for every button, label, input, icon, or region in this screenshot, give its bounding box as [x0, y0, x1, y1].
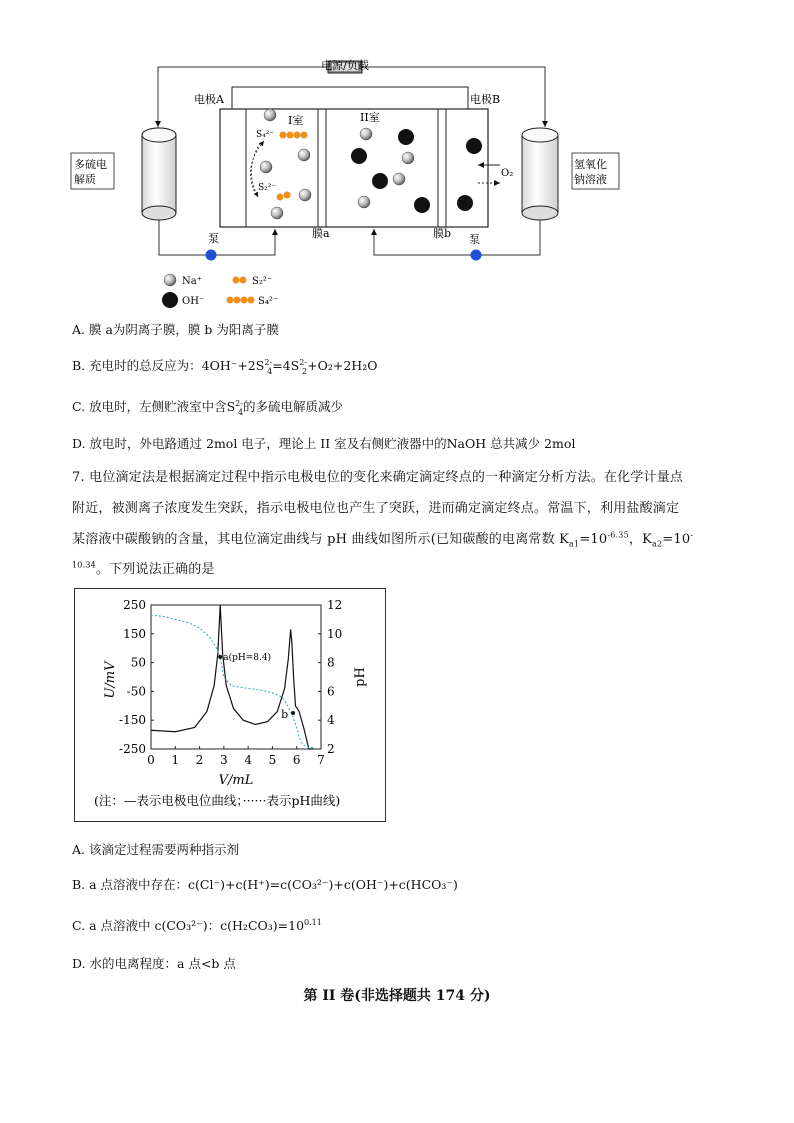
right-pump-label: 泵 [469, 233, 480, 246]
ph-curve [151, 615, 314, 747]
annotation-b: b [281, 708, 289, 721]
q7-line-4 [72, 558, 215, 577]
electrode-bar [232, 87, 468, 109]
x-tick-label: 6 [292, 753, 301, 767]
legend-s2-icon [233, 277, 247, 284]
potential-curve [151, 605, 314, 749]
legend-s4-icon [227, 297, 255, 304]
x-tick-label: 2 [195, 753, 204, 767]
s2-chem: $S^{2-}_2$ [290, 357, 308, 376]
q7-option-c-exp: 0.11 [304, 917, 322, 927]
q7-line4-text: 。下列说法正确的是 [95, 562, 215, 577]
room2-label: II室 [360, 111, 380, 124]
x-tick-label: 0 [147, 753, 155, 767]
y-right-tick-label: 8 [327, 655, 335, 670]
x-tick-label: 5 [268, 753, 277, 767]
titration-chart [74, 588, 386, 822]
y-axis-right-label: pH [353, 667, 368, 687]
room1-label: I室 [288, 114, 304, 127]
x-axis-label: V/mL [218, 773, 254, 788]
q6-option-c [72, 397, 343, 417]
y-left-tick-label: 250 [123, 598, 146, 612]
left-tank-label-1: 多硫电 [74, 158, 107, 171]
x-tick-label: 7 [317, 753, 325, 767]
q6-option-b [72, 356, 377, 376]
right-tank-label-1: 氢氧化 [574, 158, 607, 171]
q7-ka2-prefix: ，K [628, 532, 652, 547]
y-right-tick-label: 6 [327, 684, 335, 699]
y-right-tick-label: 4 [327, 713, 335, 728]
q7-line4-exp: 10.34 [72, 560, 96, 570]
chart-ticks [119, 598, 342, 767]
q7-line-3: 某溶液中碳酸钠的含量，其电位滴定曲线与 pH 曲线如图所示(已知碳酸的电离常数 $K_{a1}=10^{-6.35}$，$K_{a2}=10^-$ [72, 530, 694, 549]
cell-diagram [60, 55, 660, 315]
s4-chem: $S^{2-}_4$ [255, 357, 273, 376]
q6-option-b-mid: =4 [272, 358, 291, 373]
y-right-tick-label: 10 [327, 626, 343, 641]
q7-option-d: D. 水的电离程度：a 点<b 点 [72, 956, 236, 971]
legend-s4: S₄²⁻ [258, 296, 279, 307]
q7-option-b: B. a 点溶液中存在：c(Cl⁻)+c(H⁺)=c(CO₃²⁻)+c(OH⁻)+c(HCO₃⁻) [72, 877, 458, 892]
chart-series [151, 605, 314, 749]
y-left-tick-label: -50 [126, 684, 146, 699]
legend-oh-icon [162, 292, 178, 308]
x-tick-label: 3 [220, 753, 228, 767]
s2-label: S₂²⁻ [258, 183, 277, 193]
y-left-tick-label: 50 [130, 655, 146, 670]
y-axis-left-label: U/mV [103, 661, 118, 699]
point-b [291, 711, 295, 715]
q7-ka1-exp: -6.35 [607, 530, 629, 540]
q6-option-c-prefix: C. 放电时，左侧贮液室中含 [72, 399, 227, 414]
left-pump-label: 泵 [208, 232, 219, 245]
right-pump-icon [471, 250, 482, 261]
electrode-b-label: 电极B [470, 93, 501, 106]
membrane-b-label: 膜b [433, 227, 452, 240]
q7-ka2: =10 [662, 532, 691, 547]
plot-area [151, 605, 321, 749]
q6-option-a: A. 膜 a为阴离子膜，膜 b 为阳离子膜 [72, 322, 279, 337]
power-label: 电源/负载 [321, 59, 369, 72]
y-left-tick-label: -150 [119, 713, 146, 728]
annotation-a: a(pH=8.4) [223, 652, 272, 663]
point-a [218, 655, 222, 659]
y-left-tick-label: -250 [119, 742, 146, 756]
q7-option-c-prefix: C. a 点溶液中 c(CO₃²⁻)：c(H₂CO₃)=10 [72, 918, 305, 933]
left-tank-label-2: 解质 [74, 173, 96, 186]
q7-option-c [72, 916, 322, 934]
q7-line-2: 附近，被测离子浓度发生突跃，指示电极电位也产生了突跃，进而确定滴定终点。常温下，利用盐酸滴定 [72, 501, 680, 516]
q7-ka1: =10 [579, 532, 608, 547]
y-left-tick-label: 150 [123, 626, 146, 641]
legend-s2: S₂²⁻ [252, 276, 273, 287]
o2-label: O₂ [501, 168, 514, 179]
right-tank-icon [522, 128, 558, 142]
chart-note: (注：—表示电极电位曲线；······表示pH曲线) [94, 793, 341, 808]
q7-option-a: A. 该滴定过程需要两种指示剂 [72, 842, 239, 857]
legend-na: Na⁺ [182, 276, 202, 287]
q7-line-1: 7. 电位滴定法是根据滴定过程中指示电极电位的变化来确定滴定终点的一种滴定分析方法。在化学计量点 [72, 470, 684, 485]
q6-option-b-prefix: B. 充电时的总反应为：4OH⁻+2 [72, 358, 256, 373]
left-pump-icon [206, 250, 217, 261]
s4-chem-c: $S^{2-}_4$ [226, 398, 244, 417]
q6-option-b-suffix: +O₂+2H₂O [307, 358, 378, 373]
legend-na-icon [164, 274, 176, 286]
x-tick-label: 1 [171, 753, 180, 767]
q7-ka2-exp: - [690, 530, 694, 540]
electrode-a-label: 电极A [194, 93, 224, 106]
s4-label: S₄²⁻ [256, 130, 275, 140]
section-title: 第 II 卷(非选择题共 174 分) [303, 988, 491, 1004]
x-tick-label: 4 [244, 753, 252, 767]
q6-option-d: D. 放电时，外电路通过 2mol 电子，理论上 II 室及右侧贮液器中的NaOH 总共减少 2mol [72, 436, 576, 451]
legend-oh: OH⁻ [182, 296, 205, 307]
left-tank-icon [142, 128, 176, 142]
membrane-a-label: 膜a [312, 227, 330, 240]
q7-line-3-text: 某溶液中碳酸钠的含量，其电位滴定曲线与 pH 曲线如图所示(已知碳酸的电离常数 K [72, 532, 570, 547]
right-tank-label-2: 钠溶液 [574, 173, 607, 186]
y-right-tick-label: 12 [327, 598, 343, 612]
q6-option-c-suffix: 的多硫电解质减少 [243, 399, 344, 414]
y-right-tick-label: 2 [327, 742, 335, 756]
